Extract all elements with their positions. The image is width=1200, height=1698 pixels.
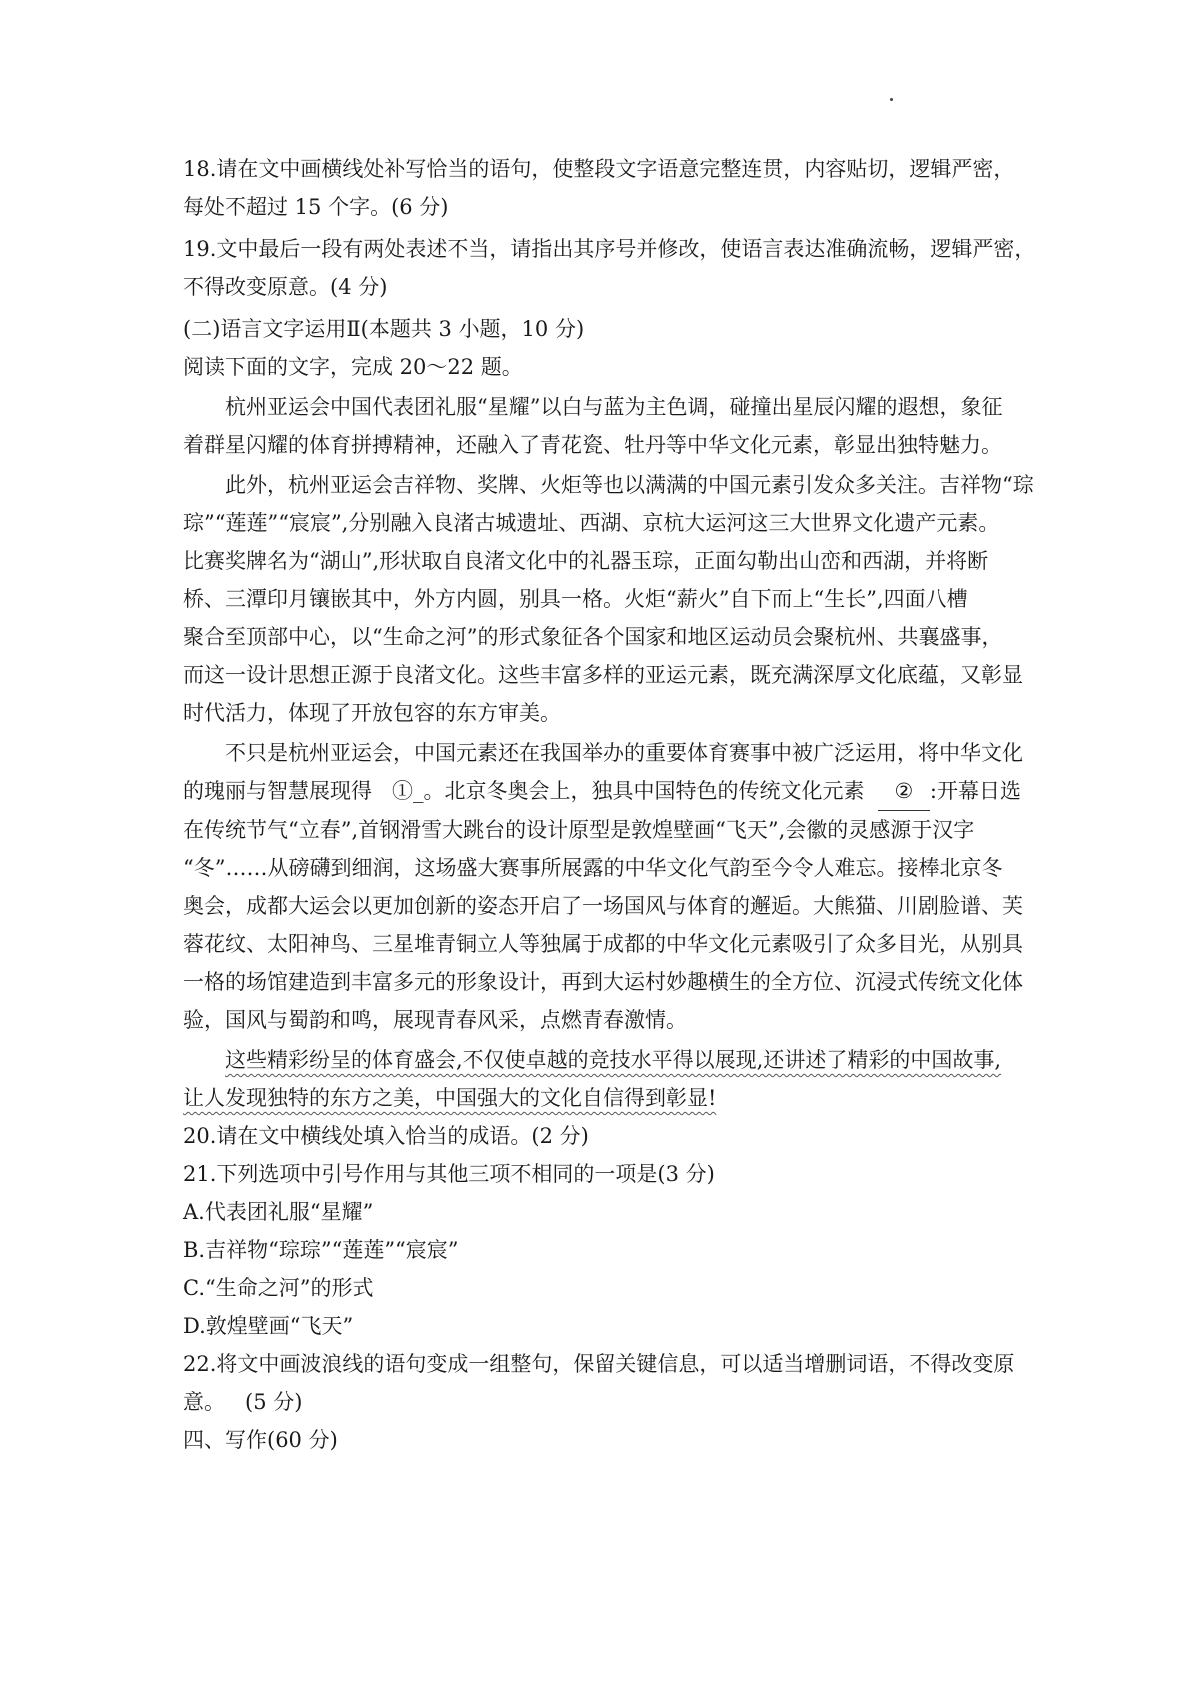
paragraph-line: 着群星闪耀的体育拼搏精神，还融入了青花瓷、牡丹等中华文化元素，彰显出独特魅力。 — [183, 433, 1002, 457]
blank-2: ② — [878, 772, 930, 811]
paragraph-line: 比赛奖牌名为“湖山”,形状取自良渚文化中的礼器玉琮，正面勾勒出山峦和西湖，并将断 — [183, 549, 989, 573]
question-19 — [183, 230, 1036, 306]
section-2-title: (二)语言文字运用Ⅱ(本题共 3 小题，10 分) — [183, 317, 585, 341]
question-22-line-1: 22.将文中画波浪线的语句变成一组整句，保留关键信息，可以适当增删词语，不得改变原 — [183, 1352, 1015, 1376]
question-22 — [183, 1345, 1033, 1421]
scan-speck — [890, 98, 893, 101]
exam-page-content — [183, 150, 1036, 1459]
passage-paragraph-1 — [183, 388, 1033, 464]
question-22-line-2: 意。 (5 分) — [183, 1390, 303, 1414]
option-c: C.“生命之河”的形式 — [183, 1276, 374, 1300]
paragraph-line: 杭州亚运会中国代表团礼服“星耀”以白与蓝为主色调，碰撞出星辰闪耀的遐想，象征 — [225, 395, 1003, 419]
passage-paragraph-2 — [183, 466, 1033, 732]
question-18-line-1: 18.请在文中画横线处补写恰当的语句，使整段文字语意完整连贯，内容贴切，逻辑严密， — [183, 157, 1015, 181]
paragraph-line — [183, 1079, 1033, 1117]
paragraph-line: 在传统节气“立春”,首钢滑雪大跳台的设计原型是敦煌壁画“飞天”,会徽的灵感源于汉字 — [183, 818, 975, 842]
option-a: A.代表团礼服“星耀” — [183, 1200, 374, 1224]
question-21-stem: 21.下列选项中引号作用与其他三项不相同的一项是(3 分) — [183, 1162, 715, 1186]
paragraph-line: “冬”……从磅礴到细润，这场盛大赛事所展露的中华文化气韵至今令人难忘。接棒北京冬 — [183, 856, 1003, 880]
paragraph-line: 而这一设计思想正源于良渚文化。这些丰富多样的亚运元素，既充满深厚文化底蕴，又彰显 — [183, 663, 1023, 687]
question-19-line-2: 不得改变原意。(4 分) — [183, 275, 388, 299]
question-21 — [183, 1155, 1033, 1345]
paragraph-line: 此外，杭州亚运会吉祥物、奖牌、火炬等也以满满的中国元素引发众多关注。吉祥物“琮 — [225, 473, 1034, 497]
section-4-title: 四、写作(60 分) — [183, 1428, 338, 1452]
paragraph-text: :开幕日选 — [929, 779, 1021, 803]
paragraph-line: 琮”“莲莲”“宸宸”,分别融入良渚古城遗址、西湖、京杭大运河这三大世界文化遗产元素。 — [183, 511, 1000, 535]
paragraph-line: 一格的场馆建造到丰富多元的形象设计，再到大运村妙趣横生的全方位、沉浸式传统文化体 — [183, 970, 1023, 994]
paragraph-line: 桥、三潭印月镶嵌其中，外方内圆，别具一格。火炬“薪火”自下而上“生长”,四面八槽 — [183, 587, 968, 611]
paragraph-line: 奥会，成都大运会以更加创新的姿态开启了一场国风与体育的邂逅。大熊猫、川剧脸谱、芙 — [183, 894, 1023, 918]
paragraph-line-with-blanks — [183, 772, 1033, 811]
reading-instruction: 阅读下面的文字，完成 20～22 题。 — [183, 355, 523, 379]
paragraph-text: 的瑰丽与智慧展现得 — [183, 779, 372, 803]
paragraph-line: 不只是杭州亚运会，中国元素还在我国举办的重要体育赛事中被广泛运用，将中华文化 — [225, 741, 1023, 765]
paragraph-line: 验，国风与蜀韵和鸣，展现青春风采，点燃青春激情。 — [183, 1008, 687, 1032]
option-d: D.敦煌壁画“飞天” — [183, 1314, 354, 1338]
passage-paragraph-3 — [183, 734, 1033, 1039]
wavy-underlined-text: 让人发现独特的东方之美，中国强大的文化自信得到彰显! — [183, 1086, 717, 1110]
question-20: 20.请在文中横线处填入恰当的成语。(2 分) — [183, 1124, 589, 1148]
question-19-line-1: 19.文中最后一段有两处表述不当，请指出其序号并修改，使语言表达准确流畅，逻辑严密， — [183, 237, 1036, 261]
paragraph-line: 聚合至顶部中心，以“生命之河”的形式象征各个国家和地区运动员会聚杭州、共襄盛事， — [183, 625, 1003, 649]
blank-1: ①_ — [392, 779, 424, 803]
passage-paragraph-4-wavy-underlined — [183, 1041, 1033, 1117]
paragraph-line: 蓉花纹、太阳神鸟、三星堆青铜立人等独属于成都的中华文化元素吸引了众多目光，从别具 — [183, 932, 1023, 956]
question-18-line-2: 每处不超过 15 个字。(6 分) — [183, 195, 449, 219]
question-18 — [183, 150, 1033, 226]
paragraph-line — [183, 1041, 1033, 1079]
option-b: B.吉祥物“琮琮”“莲莲”“宸宸” — [183, 1238, 459, 1262]
paragraph-text: 。北京冬奥会上，独具中国特色的传统文化元素 — [423, 779, 865, 803]
wavy-underlined-text: 这些精彩纷呈的体育盛会,不仅使卓越的竞技水平得以展现,还讲述了精彩的中国故事, — [225, 1048, 1002, 1072]
paragraph-line: 时代活力，体现了开放包容的东方审美。 — [183, 701, 561, 725]
